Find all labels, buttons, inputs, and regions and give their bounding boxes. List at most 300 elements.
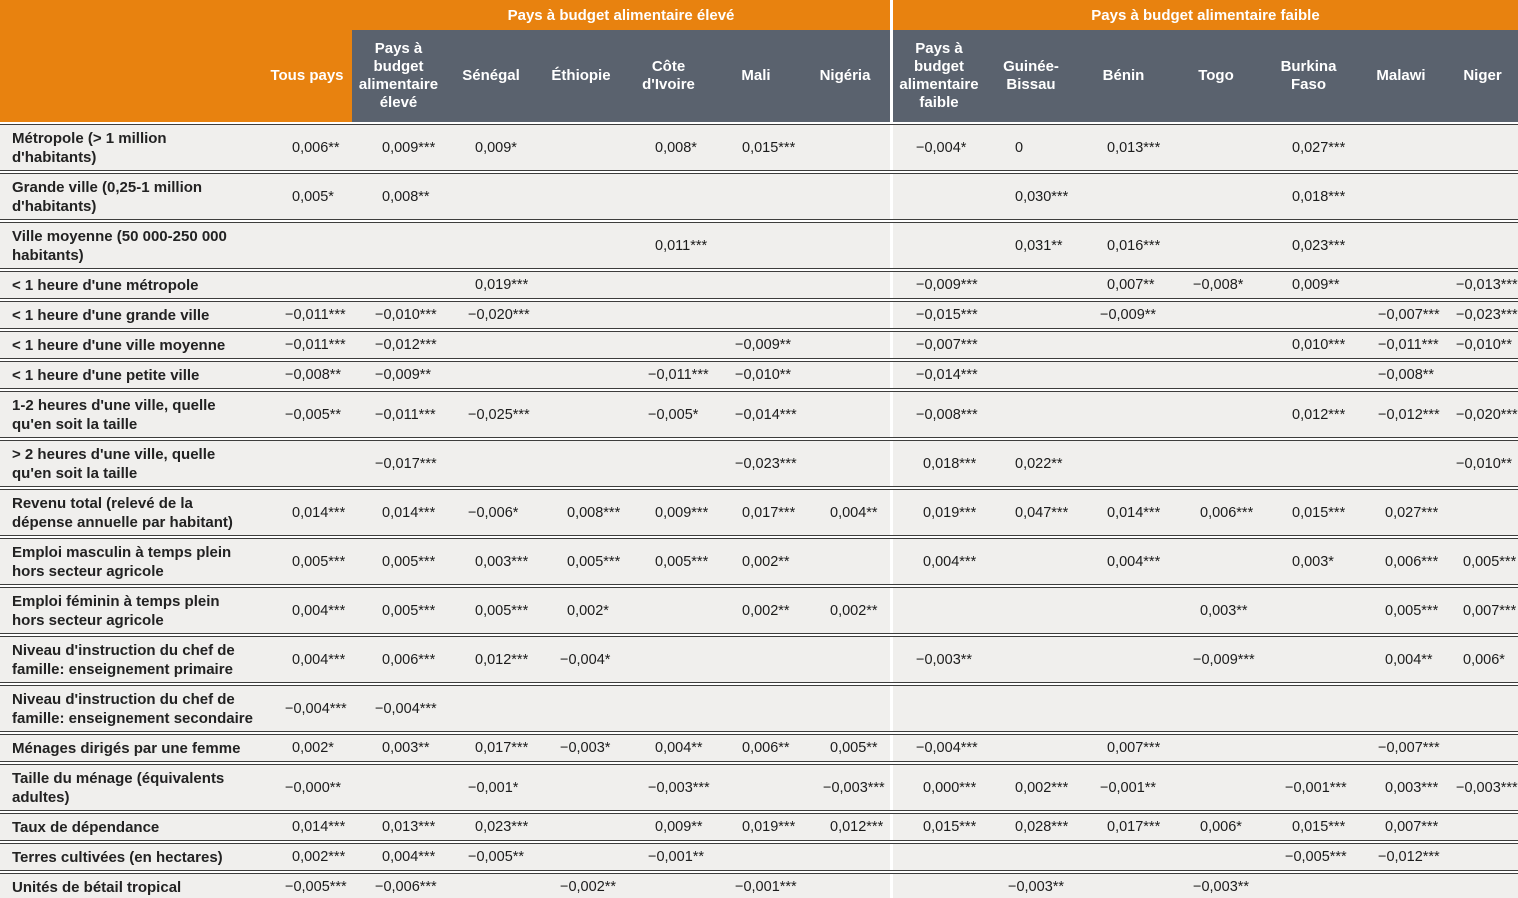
- band-left-spacer: [0, 0, 352, 30]
- value-cell: 0,014***: [382, 504, 436, 521]
- value-cell: [537, 272, 625, 298]
- value-cell: [445, 223, 537, 268]
- value-cell: [712, 637, 800, 682]
- row-label: Taille du ménage (équivalents adultes): [12, 769, 225, 806]
- value-cell: 0,007***: [1463, 602, 1517, 619]
- value-cell: [800, 362, 890, 388]
- value-cell: 0,011***: [655, 237, 708, 254]
- table-row: [0, 361, 1518, 389]
- value-cell: 0,004***: [1107, 553, 1161, 570]
- value-cell: [890, 174, 985, 219]
- value-cell: [352, 223, 445, 268]
- value-cell: [625, 588, 712, 633]
- value-cell: [1170, 125, 1262, 170]
- value-cell: [262, 441, 352, 486]
- value-cell: 0,009***: [655, 504, 709, 521]
- value-cell: [1170, 441, 1262, 486]
- value-cell: [1262, 686, 1355, 731]
- value-cell: [537, 223, 625, 268]
- value-cell: 0,006*: [1200, 819, 1242, 835]
- row-label: Ménages dirigés par une femme: [12, 739, 241, 757]
- value-cell: [1355, 874, 1447, 898]
- value-cell: [985, 844, 1077, 870]
- value-cell: [1170, 302, 1262, 328]
- value-cell: [712, 765, 800, 810]
- value-cell: 0,015***: [890, 814, 985, 840]
- value-cell: [445, 174, 537, 219]
- value-cell: [985, 362, 1077, 388]
- value-cell: 0,009**: [1292, 277, 1340, 293]
- value-cell: 0,018***: [890, 441, 985, 486]
- value-cell: [712, 686, 800, 731]
- column-header-malawi: Malawi: [1355, 30, 1447, 122]
- row-label-column-spacer: [0, 30, 262, 122]
- value-cell: [1170, 844, 1262, 870]
- value-cell: 0,002***: [1015, 779, 1069, 796]
- table-row: [0, 440, 1518, 487]
- value-cell: 0,006***: [382, 651, 436, 668]
- value-cell: [445, 441, 537, 486]
- value-cell: [445, 332, 537, 358]
- value-cell: [1170, 735, 1262, 761]
- value-cell: [1170, 765, 1262, 810]
- value-cell: [1170, 362, 1262, 388]
- group-header-band: [0, 0, 1518, 30]
- value-cell: 0,005***: [1463, 553, 1517, 570]
- row-label: > 2 heures d'une ville, quelle qu'en soit la taille: [12, 445, 216, 482]
- table-row: [0, 587, 1518, 634]
- value-cell: 0,006***: [1200, 504, 1254, 521]
- value-cell: 0,005***: [292, 553, 346, 570]
- value-cell: −0,015***: [890, 302, 985, 328]
- value-cell: −0,004*: [890, 125, 985, 170]
- value-cell: [537, 174, 625, 219]
- value-cell: 0,017***: [1107, 819, 1161, 835]
- value-cell: 0,002**: [742, 553, 790, 570]
- value-cell: [1262, 735, 1355, 761]
- row-label: Emploi masculin à temps plein hors secteur agricole: [12, 543, 232, 580]
- value-cell: 0: [1015, 139, 1024, 156]
- value-cell: [890, 874, 985, 898]
- value-cell: −0,005*: [648, 406, 699, 423]
- column-header-guinée-bissau: Guinée-Bissau: [985, 30, 1077, 122]
- value-cell: [1170, 332, 1262, 358]
- column-header-éthiopie: Éthiopie: [537, 30, 625, 122]
- value-cell: 0,047***: [1015, 504, 1069, 521]
- value-cell: 0,004***: [382, 849, 436, 865]
- value-cell: −0,014***: [890, 362, 985, 388]
- value-cell: 0,006**: [292, 139, 340, 156]
- value-cell: [712, 174, 800, 219]
- value-cell: [625, 272, 712, 298]
- value-cell: −0,008**: [1378, 367, 1435, 383]
- value-cell: 0,006***: [1385, 553, 1439, 570]
- row-label: 1-2 heures d'une ville, quelle qu'en soit la taille: [12, 396, 216, 433]
- value-cell: −0,011***: [285, 307, 346, 323]
- value-cell: [1262, 362, 1355, 388]
- table-row: [0, 222, 1518, 269]
- value-cell: [1170, 392, 1262, 437]
- value-cell: −0,004*: [560, 651, 611, 668]
- value-cell: [1355, 686, 1447, 731]
- value-cell: [1077, 686, 1170, 731]
- column-header-burkina-faso: Burkina Faso: [1262, 30, 1355, 122]
- value-cell: −0,005***: [1285, 849, 1347, 865]
- value-cell: [712, 223, 800, 268]
- value-cell: 0,005*: [292, 188, 334, 205]
- value-cell: −0,004***: [375, 700, 437, 717]
- value-cell: −0,007***: [1378, 307, 1440, 323]
- value-cell: 0,004***: [292, 602, 346, 619]
- value-cell: −0,020***: [1456, 406, 1518, 423]
- value-cell: 0,015***: [1292, 819, 1346, 835]
- column-header-sénégal: Sénégal: [445, 30, 537, 122]
- value-cell: 0,019***: [475, 277, 529, 293]
- value-cell: [625, 302, 712, 328]
- value-cell: [985, 637, 1077, 682]
- value-cell: 0,016***: [1107, 237, 1161, 254]
- value-cell: [890, 223, 985, 268]
- value-cell: 0,027***: [1292, 139, 1346, 156]
- value-cell: [1170, 174, 1262, 219]
- value-cell: 0,009**: [655, 819, 703, 835]
- value-cell: [1355, 272, 1447, 298]
- value-cell: 0,031**: [1015, 237, 1063, 254]
- value-cell: [800, 441, 890, 486]
- value-cell: −0,007***: [1378, 740, 1440, 756]
- value-cell: [1447, 125, 1518, 170]
- value-cell: −0,001**: [648, 849, 705, 865]
- row-label: Unités de bétail tropical: [12, 878, 182, 896]
- value-cell: 0,002*: [567, 602, 609, 619]
- value-cell: 0,005***: [567, 553, 621, 570]
- value-cell: 0,019***: [890, 490, 985, 535]
- value-cell: 0,014***: [1107, 504, 1161, 521]
- value-cell: [1355, 441, 1447, 486]
- value-cell: 0,015***: [1292, 504, 1346, 521]
- value-cell: [1262, 637, 1355, 682]
- value-cell: 0,018***: [1292, 188, 1346, 205]
- value-cell: [985, 686, 1077, 731]
- column-header-niger: Niger: [1447, 30, 1518, 122]
- value-cell: [352, 765, 445, 810]
- value-cell: −0,014***: [735, 406, 797, 423]
- value-cell: 0,005***: [655, 553, 709, 570]
- value-cell: [890, 844, 985, 870]
- value-cell: 0,007***: [1385, 819, 1439, 835]
- value-cell: −0,003***: [648, 779, 710, 796]
- value-cell: [262, 223, 352, 268]
- value-cell: −0,012***: [375, 337, 437, 353]
- row-label: Grande ville (0,25-1 million d'habitants): [12, 178, 203, 215]
- value-cell: −0,009**: [735, 337, 792, 353]
- row-label: Niveau d'instruction du chef de famille: enseignement secondaire: [12, 690, 253, 727]
- group-header-high-food-budget: Pays à budget alimentaire élevé: [352, 0, 890, 30]
- value-cell: [625, 637, 712, 682]
- value-cell: [1077, 174, 1170, 219]
- value-cell: [1170, 686, 1262, 731]
- value-cell: [625, 332, 712, 358]
- value-cell: −0,006*: [468, 504, 519, 521]
- value-cell: [262, 272, 352, 298]
- value-cell: [1447, 686, 1518, 731]
- value-cell: 0,004***: [890, 539, 985, 584]
- value-cell: [1447, 814, 1518, 840]
- value-cell: [537, 362, 625, 388]
- column-header-togo: Togo: [1170, 30, 1262, 122]
- value-cell: [537, 765, 625, 810]
- value-cell: −0,002**: [560, 879, 617, 895]
- column-header-row: [0, 30, 1518, 122]
- value-cell: 0,002**: [742, 602, 790, 619]
- row-label: Terres cultivées (en hectares): [12, 848, 223, 866]
- row-label: Taux de dépendance: [12, 818, 160, 836]
- value-cell: [890, 588, 985, 633]
- value-cell: 0,014***: [292, 819, 346, 835]
- value-cell: 0,012***: [475, 651, 529, 668]
- value-cell: 0,023***: [475, 819, 529, 835]
- table-row: [0, 301, 1518, 329]
- value-cell: −0,023***: [1456, 307, 1518, 323]
- value-cell: 0,005***: [382, 553, 436, 570]
- value-cell: [1077, 844, 1170, 870]
- value-cell: −0,005**: [285, 406, 342, 423]
- value-cell: 0,005**: [830, 740, 878, 756]
- table-row: [0, 391, 1518, 438]
- value-cell: [985, 272, 1077, 298]
- row-label: < 1 heure d'une petite ville: [12, 366, 200, 384]
- value-cell: [445, 874, 537, 898]
- value-cell: [985, 332, 1077, 358]
- value-cell: −0,001**: [1100, 779, 1157, 796]
- value-cell: −0,010***: [375, 307, 437, 323]
- value-cell: −0,004***: [890, 735, 985, 761]
- table-row: [0, 843, 1518, 871]
- value-cell: [1077, 332, 1170, 358]
- value-cell: [800, 844, 890, 870]
- value-cell: 0,012***: [1292, 406, 1346, 423]
- row-label: < 1 heure d'une grande ville: [12, 306, 210, 324]
- value-cell: 0,003**: [1200, 602, 1248, 619]
- value-cell: [712, 272, 800, 298]
- row-label: Emploi féminin à temps plein hors secteur agricole: [12, 592, 220, 629]
- value-cell: [1447, 223, 1518, 268]
- value-cell: [1447, 844, 1518, 870]
- value-cell: [1077, 441, 1170, 486]
- table-body: [0, 124, 1518, 898]
- value-cell: 0,015***: [742, 139, 796, 156]
- value-cell: [712, 844, 800, 870]
- value-cell: −0,001*: [468, 779, 519, 796]
- value-cell: [1447, 490, 1518, 535]
- table-row: [0, 271, 1518, 299]
- value-cell: 0,006*: [1463, 651, 1505, 668]
- value-cell: 0,027***: [1385, 504, 1439, 521]
- value-cell: 0,007**: [1107, 277, 1155, 293]
- value-cell: −0,003*: [560, 740, 611, 756]
- value-cell: 0,003***: [475, 553, 529, 570]
- value-cell: 0,023***: [1292, 237, 1346, 254]
- value-cell: [1262, 874, 1355, 898]
- value-cell: [1170, 223, 1262, 268]
- value-cell: 0,005***: [382, 602, 436, 619]
- table-row: [0, 685, 1518, 732]
- table-row: [0, 813, 1518, 841]
- table-row: [0, 636, 1518, 683]
- value-cell: 0,013***: [1107, 139, 1161, 156]
- value-cell: 0,004**: [655, 740, 703, 756]
- table-row: [0, 124, 1518, 171]
- value-cell: [1447, 174, 1518, 219]
- value-cell: −0,012***: [1378, 406, 1440, 423]
- value-cell: −0,010**: [1456, 455, 1513, 472]
- value-cell: 0,017***: [475, 740, 529, 756]
- value-cell: [800, 174, 890, 219]
- value-cell: −0,008***: [890, 392, 985, 437]
- value-cell: 0,003***: [1385, 779, 1439, 796]
- column-header-bénin: Bénin: [1077, 30, 1170, 122]
- value-cell: −0,006***: [375, 879, 437, 895]
- value-cell: 0,002**: [830, 602, 878, 619]
- value-cell: −0,010**: [735, 367, 792, 383]
- value-cell: 0,010***: [1292, 337, 1346, 353]
- table-row: [0, 764, 1518, 811]
- value-cell: 0,014***: [292, 504, 346, 521]
- value-cell: −0,005**: [468, 849, 525, 865]
- value-cell: [1447, 874, 1518, 898]
- column-header-nigéria: Nigéria: [800, 30, 890, 122]
- value-cell: [1262, 302, 1355, 328]
- value-cell: [985, 392, 1077, 437]
- value-cell: [800, 539, 890, 584]
- value-cell: 0,000***: [890, 765, 985, 810]
- value-cell: −0,008**: [285, 367, 342, 383]
- value-cell: 0,004**: [830, 504, 878, 521]
- value-cell: [1355, 174, 1447, 219]
- value-cell: 0,002***: [292, 849, 346, 865]
- value-cell: [625, 686, 712, 731]
- value-cell: [352, 272, 445, 298]
- value-cell: 0,030***: [1015, 188, 1069, 205]
- value-cell: 0,008*: [655, 139, 697, 156]
- value-cell: [537, 814, 625, 840]
- row-label: Métropole (> 1 million d'habitants): [12, 129, 167, 166]
- value-cell: [1077, 637, 1170, 682]
- value-cell: −0,004***: [285, 700, 347, 717]
- column-header-pays-à-budget-alimentaire-faible: Pays à budget alimentaire faible: [890, 30, 985, 122]
- value-cell: 0,003*: [1292, 553, 1334, 570]
- value-cell: [537, 686, 625, 731]
- value-cell: [445, 362, 537, 388]
- table-row: [0, 734, 1518, 762]
- value-cell: −0,003**: [1193, 879, 1250, 895]
- value-cell: [537, 392, 625, 437]
- value-cell: [1447, 362, 1518, 388]
- value-cell: 0,003**: [382, 740, 430, 756]
- value-cell: [625, 874, 712, 898]
- value-cell: [1077, 588, 1170, 633]
- row-label: Niveau d'instruction du chef de famille: enseignement primaire: [12, 641, 235, 678]
- row-label: < 1 heure d'une métropole: [12, 276, 199, 294]
- value-cell: −0,013***: [1456, 277, 1518, 293]
- value-cell: −0,001***: [1285, 779, 1347, 796]
- value-cell: [537, 302, 625, 328]
- value-cell: −0,011***: [1378, 337, 1439, 353]
- value-cell: [445, 686, 537, 731]
- value-cell: −0,003***: [823, 779, 885, 796]
- value-cell: [1077, 392, 1170, 437]
- value-cell: [985, 735, 1077, 761]
- column-header-côte-d-ivoire: Côte d'Ivoire: [625, 30, 712, 122]
- value-cell: −0,009**: [375, 367, 432, 383]
- value-cell: [537, 844, 625, 870]
- value-cell: [800, 125, 890, 170]
- column-header-pays-à-budget-alimentaire-élevé: Pays à budget alimentaire élevé: [352, 30, 445, 122]
- value-cell: 0,013***: [382, 819, 436, 835]
- value-cell: −0,009***: [1193, 651, 1255, 668]
- value-cell: 0,012***: [830, 819, 884, 835]
- value-cell: [800, 332, 890, 358]
- table-row: [0, 538, 1518, 585]
- value-cell: [890, 686, 985, 731]
- value-cell: 0,017***: [742, 504, 796, 521]
- value-cell: 0,028***: [1015, 819, 1069, 835]
- value-cell: −0,003***: [1456, 779, 1518, 796]
- row-label: Ville moyenne (50 000-250 000 habitants): [12, 227, 227, 264]
- value-cell: 0,009***: [382, 139, 436, 156]
- value-cell: −0,020***: [468, 307, 530, 323]
- value-cell: −0,010**: [1456, 337, 1513, 353]
- value-cell: 0,009*: [475, 139, 517, 156]
- value-cell: [985, 539, 1077, 584]
- value-cell: −0,003**: [890, 637, 985, 682]
- value-cell: [537, 125, 625, 170]
- value-cell: −0,011***: [285, 337, 346, 353]
- value-cell: [1262, 441, 1355, 486]
- value-cell: [712, 302, 800, 328]
- value-cell: [985, 302, 1077, 328]
- row-label: Revenu total (relevé de la dépense annuelle par habitant): [12, 494, 233, 531]
- table-row: [0, 331, 1518, 359]
- value-cell: [1077, 362, 1170, 388]
- value-cell: 0,008***: [567, 504, 621, 521]
- value-cell: 0,008**: [382, 188, 430, 205]
- value-cell: −0,001***: [735, 879, 797, 895]
- value-cell: [800, 223, 890, 268]
- value-cell: −0,025***: [468, 406, 530, 423]
- value-cell: [1262, 588, 1355, 633]
- value-cell: [625, 174, 712, 219]
- value-cell: −0,017***: [375, 455, 437, 472]
- column-header-mali: Mali: [712, 30, 800, 122]
- value-cell: 0,007***: [1107, 740, 1161, 756]
- value-cell: 0,019***: [742, 819, 796, 835]
- value-cell: 0,004***: [292, 651, 346, 668]
- value-cell: −0,008*: [1193, 277, 1244, 293]
- value-cell: 0,005***: [1385, 602, 1439, 619]
- value-cell: [985, 588, 1077, 633]
- value-cell: [537, 441, 625, 486]
- value-cell: 0,022**: [1015, 455, 1063, 472]
- value-cell: [1355, 223, 1447, 268]
- value-cell: 0,002*: [292, 740, 334, 756]
- value-cell: 0,004**: [1385, 651, 1433, 668]
- row-label: < 1 heure d'une ville moyenne: [12, 336, 226, 354]
- value-cell: [800, 392, 890, 437]
- value-cell: [800, 637, 890, 682]
- value-cell: 0,006**: [742, 740, 790, 756]
- value-cell: −0,023***: [735, 455, 797, 472]
